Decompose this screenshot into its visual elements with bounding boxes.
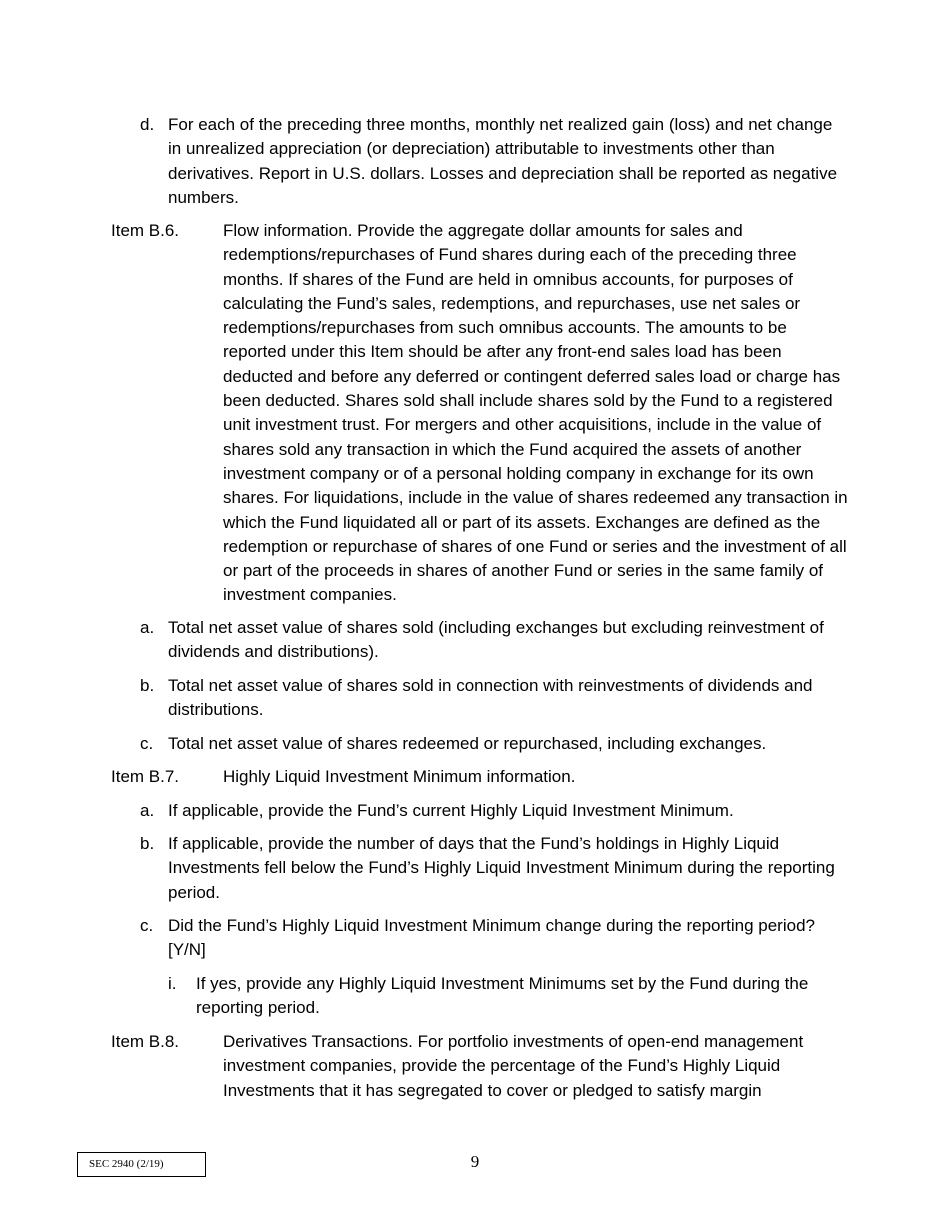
list-item-text: Total net asset value of shares redeemed or repurchased, including exchanges.: [168, 734, 767, 753]
list-marker: a.: [140, 618, 155, 637]
list-item-b6-b: [140, 674, 845, 723]
list-item-text: If applicable, provide the Fund’s current Highly Liquid Investment Minimum.: [168, 801, 734, 820]
list-item-d: [140, 113, 845, 210]
list-item-b7-a: [140, 799, 845, 823]
list-item-text: If applicable, provide the number of days that the Fund’s holdings in Highly Liquid Investments fell below the Fund’s Highly Liquid Investment Minimum during the reporting period.: [168, 834, 835, 902]
item-b7: [111, 765, 851, 789]
list-item-b7-b: [140, 832, 845, 905]
list-item-text: Did the Fund’s Highly Liquid Investment Minimum change during the reporting period? [Y/N]: [168, 916, 815, 960]
list-marker: b.: [140, 834, 155, 853]
item-text: Highly Liquid Investment Minimum information.: [223, 767, 576, 786]
page-number: 9: [470, 1152, 480, 1171]
list-item-text: If yes, provide any Highly Liquid Investment Minimums set by the Fund during the reporting period.: [196, 974, 809, 1018]
item-label: Item B.7.: [111, 767, 180, 786]
list-item-b6-c: [140, 732, 845, 756]
list-item-text: Total net asset value of shares sold (including exchanges but excluding reinvestment of dividends and distributions).: [168, 618, 824, 662]
item-text: Flow information. Provide the aggregate dollar amounts for sales and redemptions/repurchases of Fund shares during each of the preceding three months. If shares of the Fund are held in omnibus accounts, for purposes of calculating the Fund’s sales, redemptions, and repurchases, use net sales or redemptions/repurchases from such omnibus accounts. The amounts to be reported under this Item should be after any front-end sales load has been deducted and before any deferred or contingent deferred sales load or charge has been deducted. Shares sold shall include shares sold by the Fund to a registered unit investment trust. For mergers and other acquisitions, include in the value of shares sold any transaction in which the Fund acquired the assets of another investment company or of a personal holding company in exchange for its own shares. For liquidations, include in the value of shares redeemed any transaction in which the Fund liquidated all or part of its assets. Exchanges are defined as the redemption or repurchase of shares of one Fund or series and the investment of all or part of the proceeds in shares of another Fund or series in the same family of investment companies.: [223, 221, 848, 605]
list-item-text: Total net asset value of shares sold in connection with reinvestments of dividends and distributions.: [168, 676, 813, 720]
list-marker: d.: [140, 115, 155, 134]
form-id-box: SEC 2940 (2/19): [77, 1152, 206, 1177]
item-label: Item B.8.: [111, 1032, 180, 1051]
list-marker: a.: [140, 801, 155, 820]
list-item-b7-c-i: [168, 972, 845, 1021]
item-label: Item B.6.: [111, 221, 180, 240]
list-item-b7-c: [140, 914, 845, 963]
item-text: Derivatives Transactions. For portfolio investments of open-end management investment companies, provide the percentage of the Fund’s Highly Liquid Investments that it has segregated to cover or pledged to satisfy margin: [223, 1032, 804, 1100]
item-b6: [111, 219, 851, 608]
list-marker: c.: [140, 916, 154, 935]
list-marker: c.: [140, 734, 154, 753]
list-item-text: For each of the preceding three months, monthly net realized gain (loss) and net change in unrealized appreciation (or depreciation) attributable to investments other than derivatives. Report in U.S. dollars. Losses and depreciation shall be reported as negative numbers.: [168, 115, 838, 207]
item-b8: [111, 1030, 851, 1103]
list-item-b6-a: [140, 616, 845, 665]
list-marker: b.: [140, 676, 155, 695]
list-marker: i.: [168, 974, 177, 993]
